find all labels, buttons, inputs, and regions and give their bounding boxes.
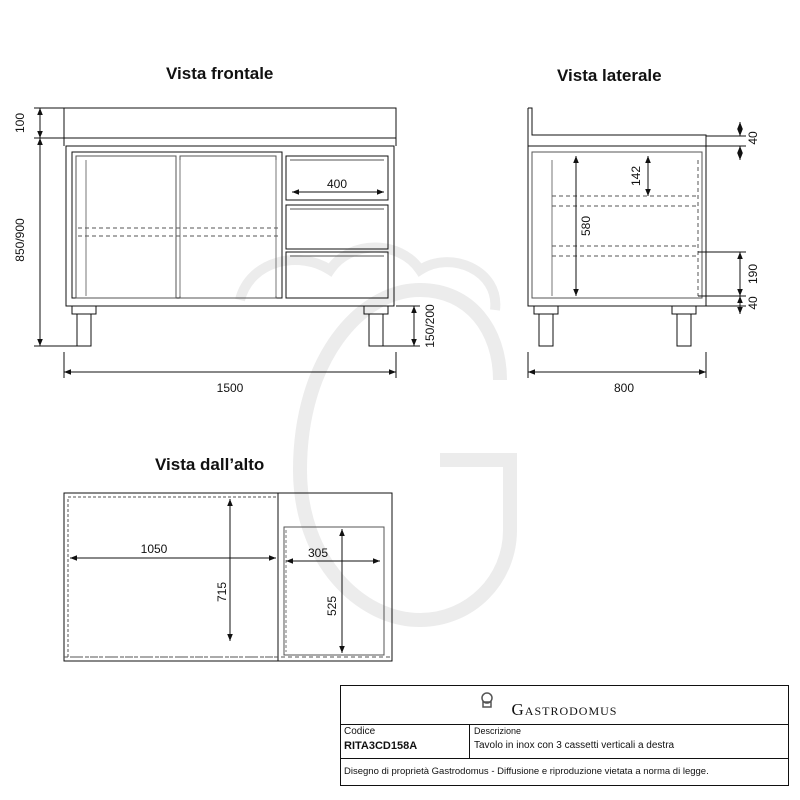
dim-side-depth: 800: [613, 381, 635, 395]
dim-top-drawer-width: 305: [307, 546, 329, 560]
dim-front-feet: 150/200: [423, 304, 437, 348]
brand-name: Gastrodomus: [511, 700, 618, 719]
titleblock-divider-2: [341, 758, 788, 759]
code-value: RITA3CD158A: [344, 740, 418, 752]
dim-front-width: 1500: [216, 381, 244, 395]
dim-top-cabinet-depth: 715: [215, 581, 229, 603]
dim-side-inner-height: 580: [579, 215, 593, 237]
dim-front-upstand: 100: [13, 112, 27, 134]
dim-front-height: 850/900: [13, 218, 27, 262]
top-view-title: Vista dall’alto: [155, 455, 265, 474]
dim-top-cabinet-width: 1050: [140, 542, 168, 556]
titleblock-divider-1: [341, 724, 788, 725]
description-label: Descrizione: [474, 726, 522, 736]
description-value: Tavolo in inox con 3 cassetti verticali a destra: [474, 740, 675, 751]
title-block: [340, 685, 789, 786]
side-view-title: Vista laterale: [557, 66, 662, 85]
dim-top-drawer-depth: 525: [325, 595, 339, 617]
dim-side-drawer-height: 142: [629, 165, 643, 187]
dim-side-bottom-drawer: 190: [746, 263, 760, 285]
front-view: [34, 108, 420, 378]
dim-side-plinth: 40: [746, 296, 760, 310]
titleblock-divider-v: [469, 724, 470, 758]
side-view: [528, 108, 746, 378]
dim-front-drawer-width: 400: [326, 177, 348, 191]
ownership-footer: Disegno di proprietà Gastrodomus - Diffusione e riproduzione vietata a norma di legge.: [344, 766, 709, 777]
watermark-logo: [240, 248, 510, 621]
dim-side-upstand: 40: [746, 131, 760, 145]
code-label: Codice: [344, 726, 376, 737]
front-view-title: Vista frontale: [166, 64, 274, 83]
